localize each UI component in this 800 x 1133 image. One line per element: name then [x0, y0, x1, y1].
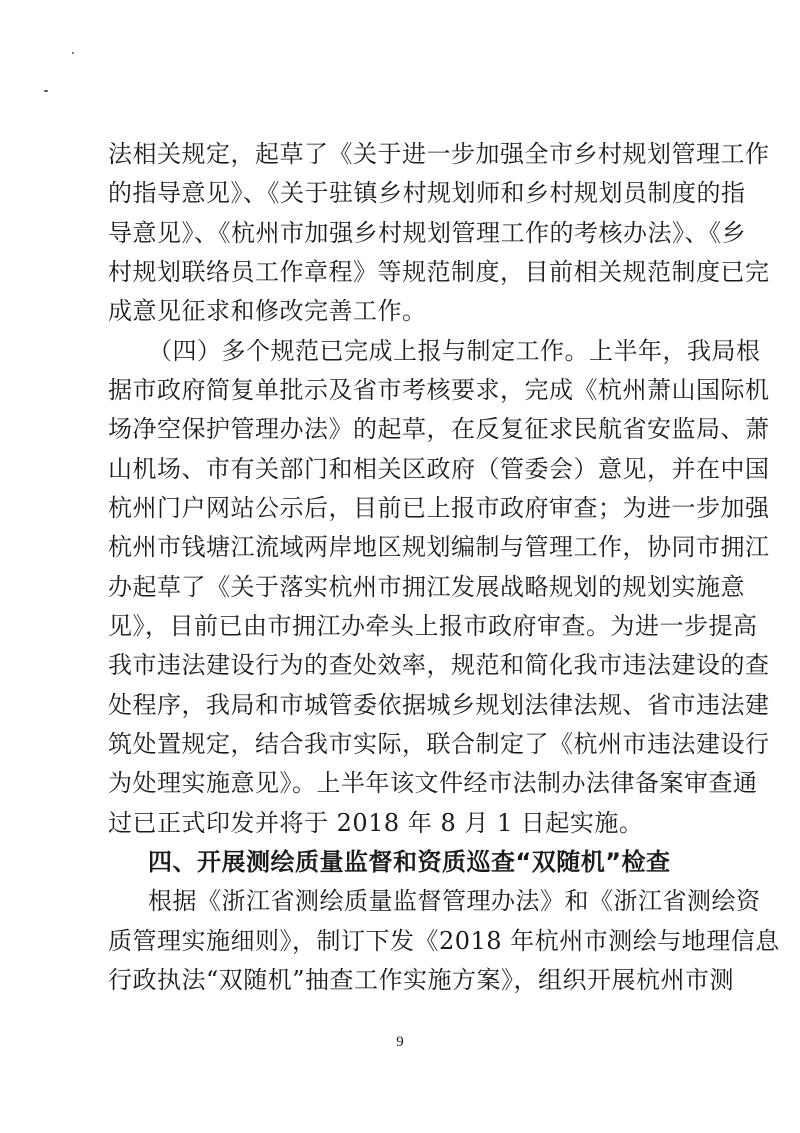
text-line: 处程序，我局和市城管委依据城乡规划法律法规、省市违法建 — [108, 691, 770, 719]
text-line: 行政执法“双随机”抽查工作实施方案》，组织开展杭州市测 — [108, 966, 735, 994]
text-line: 导意见》、《杭州市加强乡村规划管理工作的考核办法》、《乡 — [108, 219, 746, 247]
text-line: 杭州市钱塘江流域两岸地区规划编制与管理工作，协同市拥江 — [108, 533, 770, 561]
text-line: （四）多个规范已完成上报与制定工作。上半年，我局根 — [148, 337, 761, 365]
text-line: 见》，目前已由市拥江办牵头上报市政府审查。为进一步提高 — [108, 612, 758, 640]
text-line: 筑处置规定，结合我市实际，联合制定了《杭州市违法建设行 — [108, 730, 770, 758]
text-line: 成意见征求和修改完善工作。 — [108, 297, 427, 325]
text-line: 山机场、市有关部门和相关区政府（管委会）意见，并在中国 — [108, 455, 770, 483]
text-line: 杭州门户网站公示后，目前已上报市政府审查；为进一步加强 — [108, 494, 770, 522]
text-line: 场净空保护管理办法》的起草，在反复征求民航省安监局、萧 — [108, 415, 770, 443]
text-line: 法相关规定，起草了《关于进一步加强全市乡村规划管理工作 — [108, 140, 770, 168]
text-line: 据市政府简复单批示及省市考核要求，完成《杭州萧山国际机 — [108, 376, 770, 404]
scan-speck — [44, 90, 48, 92]
section-heading: 四、开展测绘质量监督和资质巡查“双随机”检查 — [148, 848, 671, 876]
page-number: 9 — [396, 1034, 404, 1050]
scan-speck — [72, 52, 74, 54]
text-line: 我市违法建设行为的查处效率，规范和简化我市违法建设的查 — [108, 651, 770, 679]
text-line: 的指导意见》、《关于驻镇乡村规划师和乡村规划员制度的指 — [108, 179, 746, 207]
text-line: 办起草了《关于落实杭州市拥江发展战略规划的规划实施意 — [108, 573, 745, 601]
text-line: 过已正式印发并将于 2018 年 8 月 1 日起实施。 — [108, 809, 644, 837]
text-line: 村规划联络员工作章程》等规范制度，目前相关规范制度已完 — [108, 258, 770, 286]
text-line: 质管理实施细则》，制订下发《2018 年杭州市测绘与地理信息 — [108, 927, 780, 955]
text-line: 为处理实施意见》。上半年该文件经市法制办法律备案审查通 — [108, 769, 758, 797]
text-line: 根据《浙江省测绘质量监督管理办法》和《浙江省测绘资 — [148, 887, 761, 915]
